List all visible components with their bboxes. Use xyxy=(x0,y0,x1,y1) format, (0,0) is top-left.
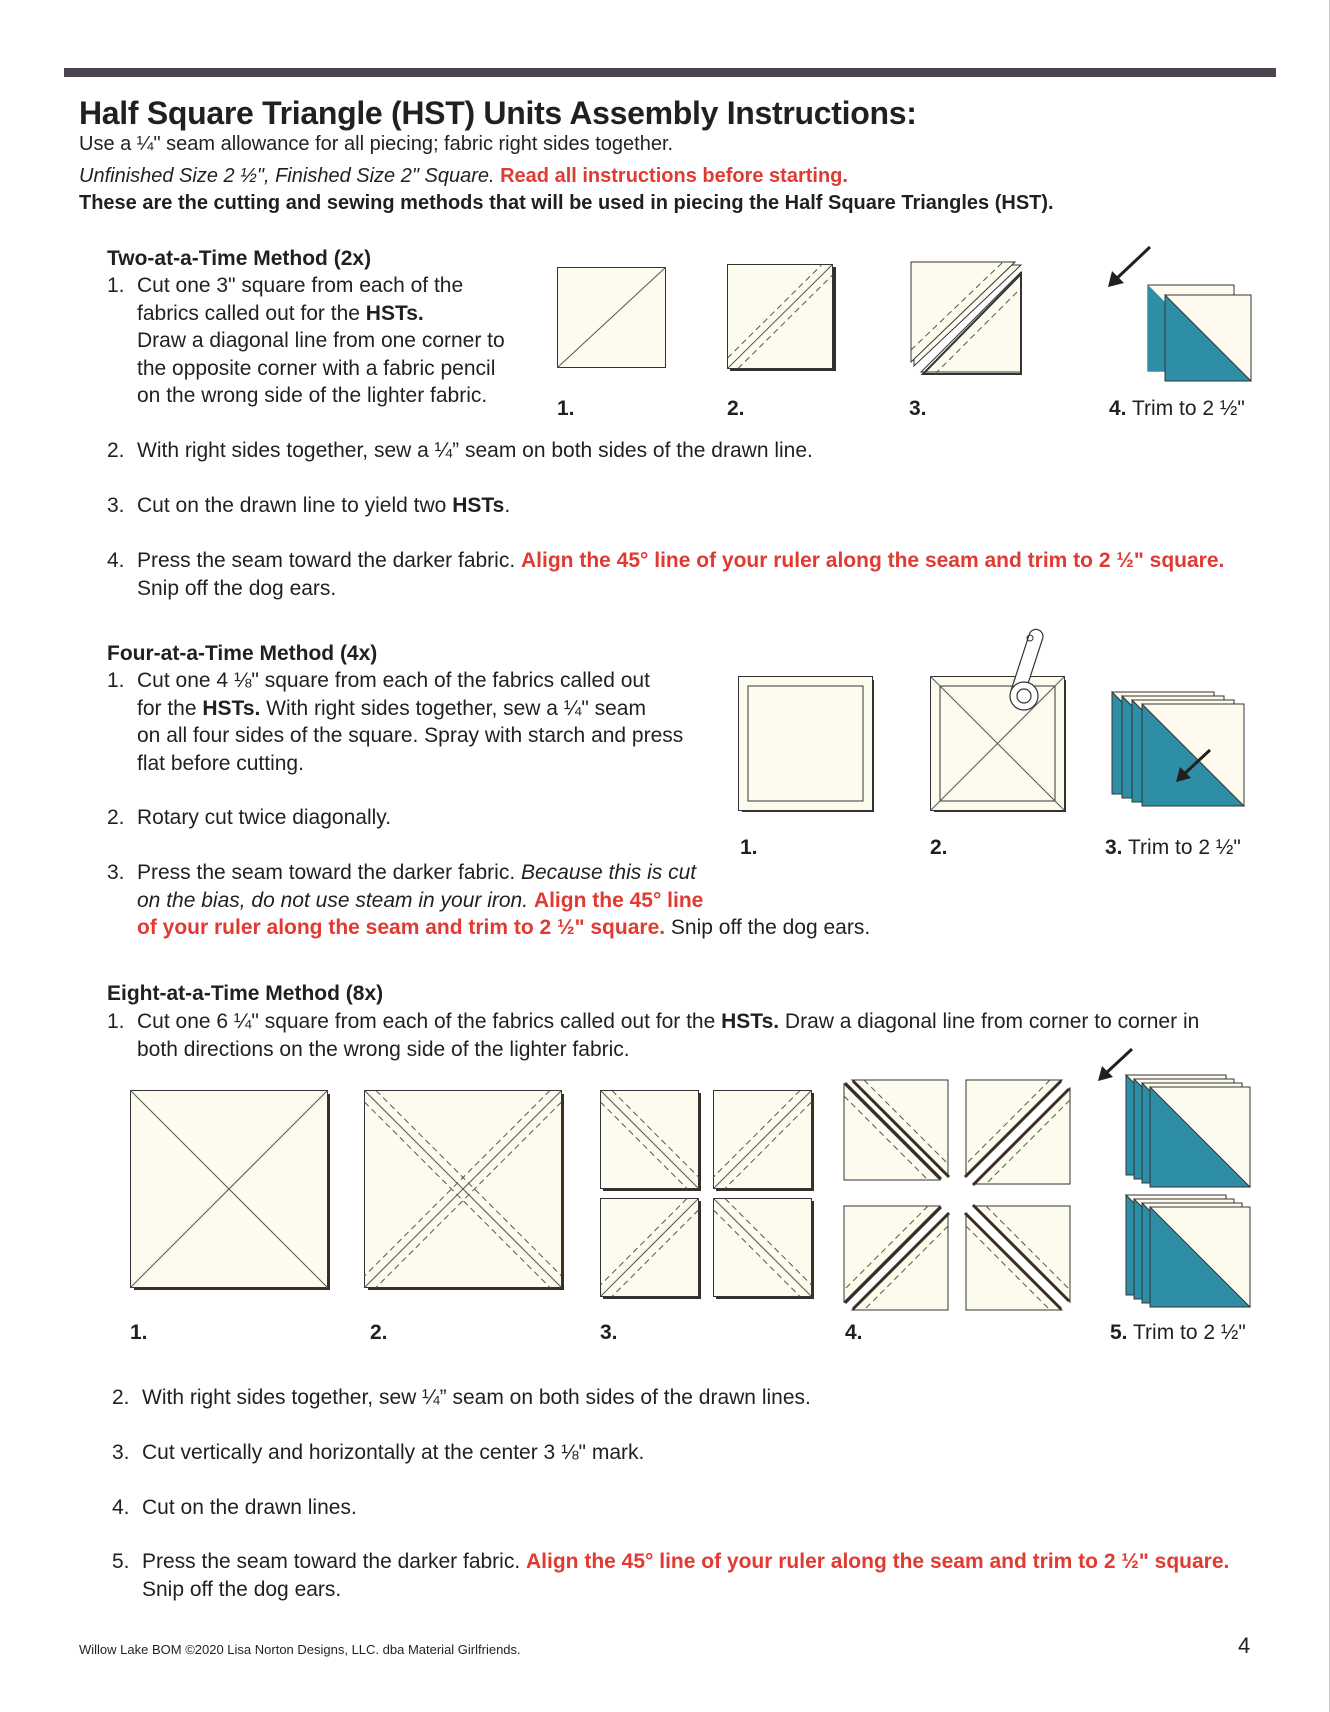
eight-label-2: 2. xyxy=(370,1321,388,1344)
four-step-1 xyxy=(107,667,707,787)
four-diagram-3 xyxy=(1110,690,1250,815)
two-label-4: 4. Trim to 2 ½" xyxy=(1109,397,1245,420)
step-body: Cut one 4 ⅛" square from each of the fabrics called out for the HSTs. With right sides together, sew a ¼" seam on all four sides of the square. Spray with starch and press flat before cutting. xyxy=(137,669,684,775)
step-number: 4. xyxy=(112,1496,130,1519)
two-diagram-3 xyxy=(911,262,1026,377)
intro-seam-allowance: Use a ¼" seam allowance for all piecing; fabric right sides together. xyxy=(79,133,674,155)
two-step-3 xyxy=(107,492,1257,522)
four-label-2: 2. xyxy=(930,836,948,859)
two-label-3: 3. xyxy=(909,397,927,420)
step-body: Press the seam toward the darker fabric. Align the 45° line of your ruler along the seam and trim to 2 ½" square. Snip off the dog ears. xyxy=(142,1550,1230,1601)
eight-label-3: 3. xyxy=(600,1321,618,1344)
page-title: Half Square Triangle (HST) Units Assembly Instructions: xyxy=(79,95,917,131)
two-step-4 xyxy=(107,547,1257,607)
arrow-icon xyxy=(1104,1049,1132,1075)
two-label-2: 2. xyxy=(727,397,745,420)
eight-diagram-3 xyxy=(600,1090,816,1300)
eight-diagram-5 xyxy=(1094,1045,1260,1310)
step-body xyxy=(137,272,505,410)
quarter-br xyxy=(714,1199,815,1300)
eight-step-5 xyxy=(112,1548,1262,1608)
four-label-3: 3. Trim to 2 ½" xyxy=(1105,836,1241,859)
eight-diagram-2 xyxy=(364,1090,566,1292)
page-number: 4 xyxy=(1238,1633,1251,1658)
step-number: 2. xyxy=(112,1386,130,1409)
step-body: Press the seam toward the darker fabric. Align the 45° line of your ruler along the seam and trim to 2 ½" square. Snip off the dog ears. xyxy=(137,549,1225,600)
four-step-2 xyxy=(107,804,707,834)
step-number: 2. xyxy=(107,439,125,462)
quarter-tr xyxy=(714,1091,815,1192)
read-all-warning: Read all instructions before starting. xyxy=(500,165,848,187)
step-number: 3. xyxy=(107,494,125,517)
size-text: Unfinished Size 2 ½", Finished Size 2" Square. xyxy=(79,165,495,187)
eight-diagram-4 xyxy=(844,1080,1074,1310)
step-line: Draw a diagonal line from one corner to xyxy=(137,329,505,352)
four-method-heading: Four-at-a-Time Method (4x) xyxy=(107,642,378,665)
step-body: With right sides together, sew a ¼” seam on both sides of the drawn line. xyxy=(137,439,813,462)
intro-methods-line: These are the cutting and sewing methods that will be used in piecing the Half Square Triangles (HST). xyxy=(79,192,1054,214)
step-body: With right sides together, sew ¼” seam on both sides of the drawn lines. xyxy=(142,1386,811,1409)
step-line: the opposite corner with a fabric pencil xyxy=(137,356,496,380)
step-body: Press the seam toward the darker fabric. Because this is cut on the bias, do not use steam in your iron. Align the 45° line of your ruler along the seam and trim to 2 ½" square. Snip off the dog ears. xyxy=(137,861,871,939)
step-number: 5. xyxy=(112,1550,130,1573)
four-label-1: 1. xyxy=(740,836,758,859)
eight-step-4 xyxy=(112,1494,1262,1524)
intro-size-line xyxy=(79,165,848,188)
eight-diagram-1 xyxy=(130,1090,332,1292)
step-line: Cut one 3" square from each of the xyxy=(137,274,464,297)
step-line: on the wrong side of the lighter fabric. xyxy=(137,384,488,407)
footer-copyright: Willow Lake BOM ©2020 Lisa Norton Designs, LLC. dba Material Girlfriends. xyxy=(79,1642,521,1657)
step-line: fabrics called out for the HSTs. xyxy=(137,301,424,325)
four-diagram-1 xyxy=(738,676,878,816)
two-diagram-2 xyxy=(727,264,839,376)
step-body: Cut one 6 ¼" square from each of the fabrics called out for the HSTs. Draw a diagonal line from corner to corner in both directions on the wrong side of the lighter fabric. xyxy=(137,1010,1200,1061)
eight-label-5: 5. Trim to 2 ½" xyxy=(1110,1321,1246,1344)
two-step-2 xyxy=(107,437,1257,467)
four-step-3 xyxy=(107,859,907,944)
step-number: 4. xyxy=(107,549,125,572)
eight-method-heading: Eight-at-a-Time Method (8x) xyxy=(107,982,384,1005)
two-step-1 xyxy=(107,272,527,412)
quarter-bl xyxy=(601,1199,702,1300)
step-body: Cut on the drawn line to yield two HSTs. xyxy=(137,494,511,517)
eight-label-4: 4. xyxy=(845,1321,863,1344)
two-method-heading: Two-at-a-Time Method (2x) xyxy=(107,247,372,270)
step-number: 1. xyxy=(107,274,125,297)
hst-stack-top xyxy=(1126,1075,1250,1187)
quarter-tl xyxy=(601,1091,702,1192)
eight-step-1 xyxy=(107,1008,1267,1068)
eight-step-2 xyxy=(112,1384,1262,1414)
step-number: 3. xyxy=(107,861,125,884)
hst-stack-bottom xyxy=(1126,1195,1250,1307)
step-body: Cut vertically and horizontally at the center 3 ⅛" mark. xyxy=(142,1441,645,1464)
arrow-icon xyxy=(1114,247,1150,281)
eight-step-3 xyxy=(112,1439,1262,1469)
step-number: 1. xyxy=(107,1010,125,1033)
header-rule xyxy=(64,68,1276,77)
two-label-1: 1. xyxy=(557,397,575,420)
two-diagram-4 xyxy=(1100,245,1260,385)
four-diagram-2 xyxy=(930,628,1070,818)
step-body: Cut on the drawn lines. xyxy=(142,1496,357,1519)
step-body: Rotary cut twice diagonally. xyxy=(137,806,392,829)
eight-label-1: 1. xyxy=(130,1321,148,1344)
two-diagram-1 xyxy=(557,267,667,377)
step-number: 2. xyxy=(107,806,125,829)
step-number: 3. xyxy=(112,1441,130,1464)
step-number: 1. xyxy=(107,669,125,692)
